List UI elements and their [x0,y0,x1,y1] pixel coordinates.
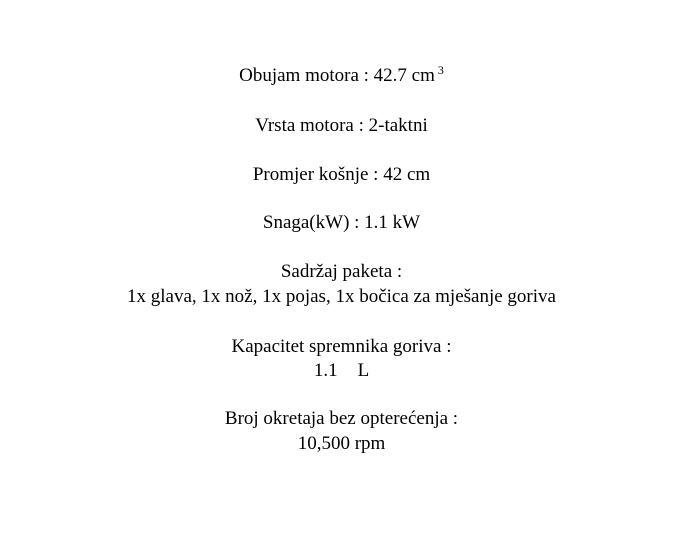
engine-volume-text: Obujam motora : 42.7 cm [239,65,435,86]
power-line: Snaga(kW) : 1.1 kW [262,212,421,233]
engine-type-line: Vrsta motora : 2-taktni [255,115,428,136]
package-contents: 1x glava, 1x nož, 1x pojas, 1x bočica za mješanje goriva [127,286,556,307]
rpm-value: 10,500 rpm [297,433,386,454]
fuel-tank-number: 1.1 [313,360,338,381]
cutting-width-line: Promjer košnje : 42 cm [252,164,431,185]
package-label: Sadržaj paketa : [280,261,403,282]
rpm-label: Broj okretaja bez opterećenja : [224,408,459,429]
fuel-tank-unit: L [357,360,370,381]
engine-volume-line [0,65,683,87]
cubic-superscript: 3 [437,63,444,77]
fuel-tank-value-line [0,360,683,382]
fuel-tank-label: Kapacitet spremnika goriva : [231,336,452,357]
